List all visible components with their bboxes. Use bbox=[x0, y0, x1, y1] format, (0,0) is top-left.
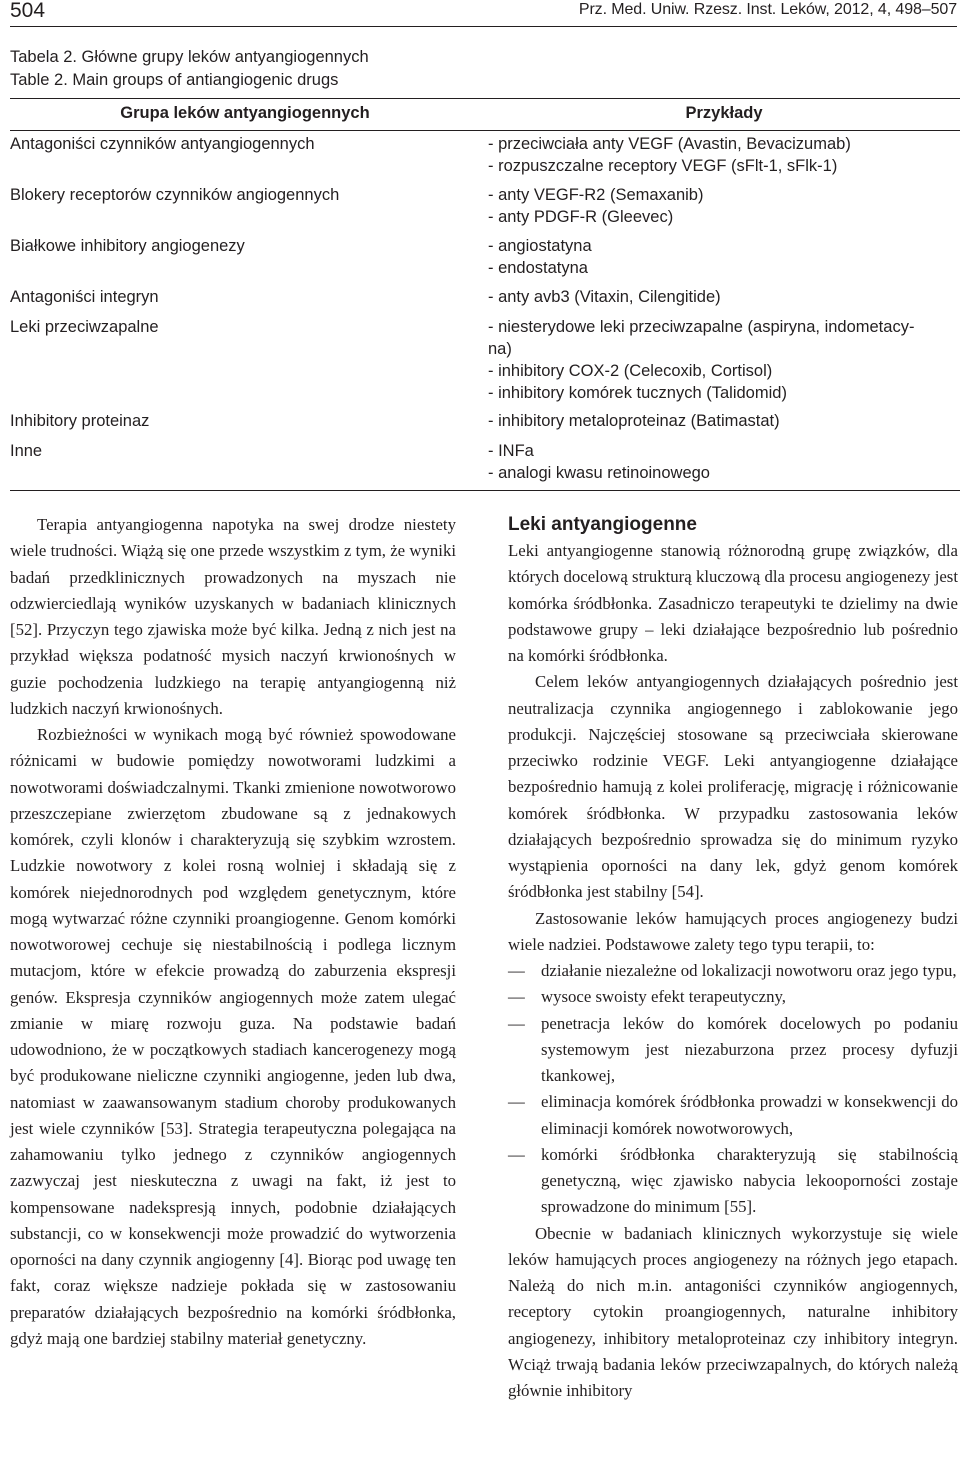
example-line: na) bbox=[488, 340, 512, 358]
list-item: — działanie niezależne od lokalizacji nowotworu oraz jego typu, bbox=[508, 958, 958, 984]
table-caption-polish: Tabela 2. Główne grupy leków antyangiogennych bbox=[10, 48, 369, 66]
body-paragraph: Celem leków antyangiogennych działających pośrednio jest neutralizacja czynnika angiogennego i zablokowanie jego produkcji. Najczęściej stosowane są przeciwciała skierowane przeciwko rodzinie VEGF. Leki antyangiogenne działające bezpośrednio hamują z kolei proliferację, migrację i różnicowanie komórek śródbłonka. W przypadku zastosowania leków działających bezpośrednio sprowadza się do minimum ryzyko wystąpienia oporności na dany lek, gdyż genom komórek śródbłonka jest stabilny [54]. bbox=[508, 672, 958, 902]
body-paragraph: Terapia antyangiogenna napotyka na swej drodze niestety wiele trudności. Wiążą się one przede wszystkim z tym, że wyniki badań przedklinicznych prowadzonych na myszach nie odzwierciedlają wyników uzyskanych w badaniach klinicznych [52]. Przyczyn tego zjawiska może być kilka. Jedną z nich jest na przykład większa podatność mysich naczyń krwionośnych w guzie pochodzenia ludzkiego na terapię antyangiogenną niż ludzkich naczyń krwionośnych. bbox=[10, 515, 456, 718]
list-item: — eliminacja komórek śródbłonka prowadzi w konsekwencji do eliminacji komórek nowotworowych, bbox=[508, 1089, 958, 1142]
list-item: — komórki śródbłonka charakteryzują się stabilnością genetyczną, więc zjawisko nabycia lekooporności zostaje sprowadzone do minimum [55]. bbox=[508, 1142, 958, 1221]
right-column bbox=[508, 512, 958, 1404]
table-cell-group: Blokery receptorów czynników angiogennych bbox=[10, 186, 340, 204]
advantages-list bbox=[508, 958, 958, 1221]
body-paragraph: Rozbieżności w wynikach mogą być również spowodowane różnicami w budowie pomiędzy nowotworami ludzkimi a nowotworami doświadczalnymi. Tkanki zmienione nowotworowo przeszczepiane zwierzętom zbudowane są z jednakowych komórek, czyli klonów i charakteryzują się szybkim wzrostem. Ludzkie nowotwory z kolei rosną wolniej i składają się z komórek niejednorodnych pod względem genetycznym, które mogą wytwarzać różne czynniki proangiogenne. Genom komórki nowotworowej cechuje się niestabilnością i podlega licznym mutacjom, które w efekcie prowadzą do zaburzenia ekspresji genów. Ekspresja czynników angiogennych może zatem ulegać zmianie w miarę rozwoju guza. Na podstawie badań udowodniono, że w początkowych stadiach kancerogenezy mogą być produkowane nieliczne czynniki angiogenne, jeden lub dwa, natomiast w zaawansowanym stadium choroby produkowanych jest wiele czynników [53]. Strategia terapeutyczna polegająca na zahamowaniu tylko jednego z czynników angiogennych zazwyczaj jest nieskuteczna z uwagi na fakt, iż jest to kompensowane nadekspresją innych, podobnie działających substancji, co w konsekwencji może prowadzić do wytworzenia oporności na dany czynnik angiogenny [4]. Biorąc pod uwagę ten fakt, coraz większe nadzieje pokłada się w zastosowaniu preparatów działających bezpośrednio na komórki śródbłonka, gdyż mają one bardziej stabilny materiał genetyczny. bbox=[10, 725, 456, 1348]
drug-groups-table bbox=[10, 98, 960, 482]
example-line: - anty avb3 (Vitaxin, Cilengitide) bbox=[488, 288, 721, 306]
table-caption bbox=[10, 46, 369, 92]
table-header-row bbox=[10, 98, 960, 131]
table-cell-examples bbox=[488, 235, 953, 279]
table-cell-group: Inne bbox=[10, 442, 43, 460]
journal-reference: Prz. Med. Uniw. Rzesz. Inst. Leków, 2012, 4, 498–507 bbox=[578, 1, 957, 18]
example-line: - endostatyna bbox=[488, 259, 588, 277]
body-paragraph: Zastosowanie leków hamujących proces angiogenezy budzi wiele nadziei. Podstawowe zalety tego typu terapii, to: bbox=[508, 908, 958, 954]
table-header-examples: Przykłady bbox=[685, 104, 763, 122]
table-cell-examples bbox=[488, 440, 953, 484]
left-column bbox=[10, 512, 456, 1352]
table-caption-english: Table 2. Main groups of antiangiogenic drugs bbox=[10, 71, 339, 89]
table-cell-group: Leki przeciwzapalne bbox=[10, 318, 159, 336]
example-line: - inhibitory komórek tucznych (Talidomid) bbox=[488, 384, 787, 402]
table-cell-examples bbox=[488, 316, 953, 404]
table-cell-group: Antagoniści integryn bbox=[10, 288, 159, 306]
list-item: — wysoce swoisty efekt terapeutyczny, bbox=[508, 984, 958, 1010]
example-line: - inhibitory metaloproteinaz (Batimastat) bbox=[488, 412, 780, 430]
example-line: - angiostatyna bbox=[488, 237, 592, 255]
section-heading: Leki antyangiogenne bbox=[508, 514, 697, 535]
table-cell-examples bbox=[488, 286, 953, 308]
table-cell-group: Antagoniści czynników antyangiogennych bbox=[10, 135, 315, 153]
body-paragraph: Leki antyangiogenne stanowią różnorodną grupę związków, dla których docelową strukturą kluczową dla procesu angiogenezy jest komórka śródbłonka. Zasadniczo terapeutyki te dzielimy na dwie podstawowe grupy – leki działające bezpośrednio lub pośrednio na komórki śródbłonka. bbox=[508, 541, 958, 665]
page-header bbox=[10, 0, 957, 27]
table-cell-group: Białkowe inhibitory angiogenezy bbox=[10, 237, 245, 255]
page-number: 504 bbox=[10, 0, 46, 22]
example-line: - analogi kwasu retinoinowego bbox=[488, 464, 710, 482]
table-cell-examples bbox=[488, 184, 953, 228]
example-line: - INFa bbox=[488, 442, 534, 460]
table-bottom-rule bbox=[10, 490, 960, 491]
table-header-group: Grupa leków antyangiogennych bbox=[120, 104, 370, 122]
body-paragraph: Obecnie w badaniach klinicznych wykorzystuje się wiele leków hamujących proces angiogenezy na różnych jego etapach. Należą do nich m.in. antagoniści czynników angiogennych, receptory cytokin proangiogennych, naturalne inhibitory angiogenezy, inhibitory metaloproteinaz czy inhibitory integryn. Wciąż trwają badania leków przeciwzapalnych, do których należą głównie inhibitory bbox=[508, 1223, 958, 1400]
table-cell-examples bbox=[488, 133, 953, 177]
table-cell-group: Inhibitory proteinaz bbox=[10, 412, 150, 430]
table-cell-examples bbox=[488, 410, 953, 432]
example-line: - inhibitory COX-2 (Celecoxib, Cortisol) bbox=[488, 362, 773, 380]
example-line: - rozpuszczalne receptory VEGF (sFlt-1, sFlk-1) bbox=[488, 157, 838, 175]
example-line: - anty VEGF-R2 (Semaxanib) bbox=[488, 186, 704, 204]
example-line: - niesterydowe leki przeciwzapalne (aspiryna, indometacy- bbox=[488, 318, 915, 336]
example-line: - przeciwciała anty VEGF (Avastin, Bevacizumab) bbox=[488, 135, 851, 153]
list-item: — penetracja leków do komórek docelowych po podaniu systemowym jest niezaburzona przez procesy dyfuzji tkankowej, bbox=[508, 1011, 958, 1090]
example-line: - anty PDGF-R (Gleevec) bbox=[488, 208, 674, 226]
